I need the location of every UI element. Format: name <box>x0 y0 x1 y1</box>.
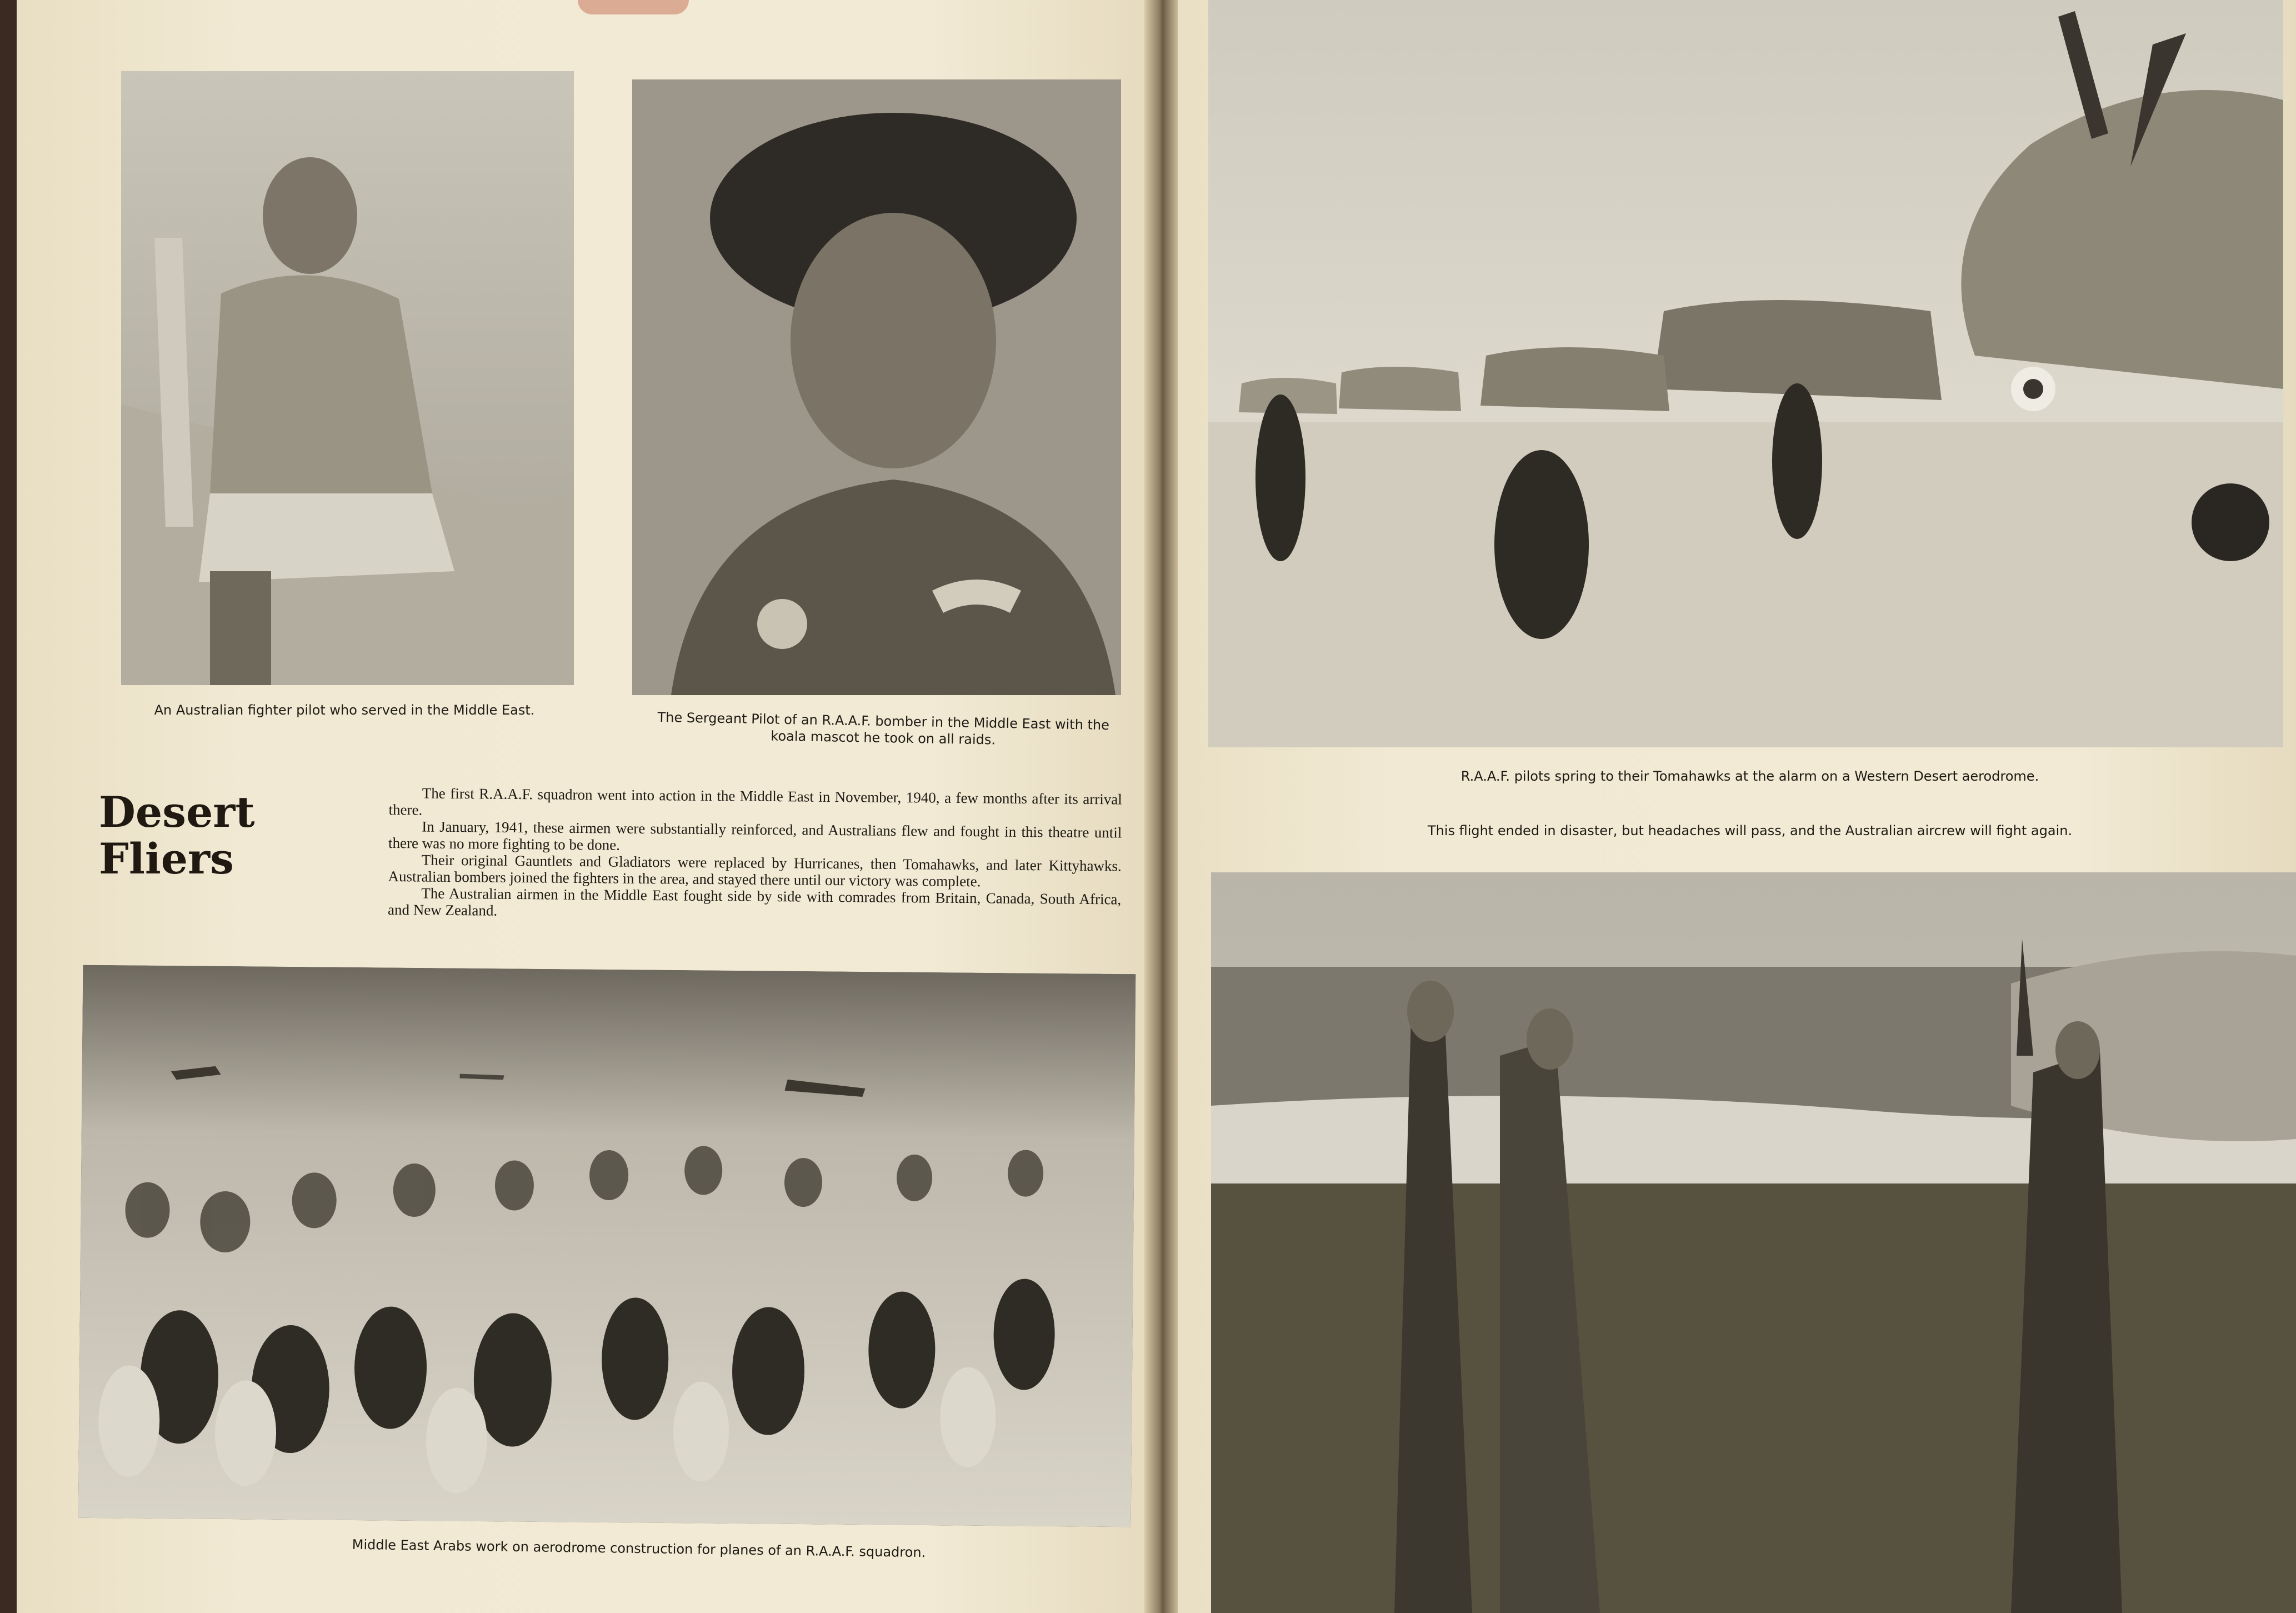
sergeant-pilot-caption: The Sergeant Pilot of an R.A.A.F. bomber in the Middle East with the koala mascot he took on all raids. <box>657 709 1110 748</box>
book-gutter <box>1144 0 1178 1613</box>
sergeant-pilot-image <box>632 79 1121 695</box>
article-title <box>99 789 299 882</box>
crashed-aircrew-caption: This flight ended in disaster, but headaches will pass, and the Australian aircrew will fight again. <box>1427 823 2073 838</box>
aerodrome-workers-caption: Middle East Arabs work on aerodrome construction for planes of an R.A.A.F. squadron. <box>352 1536 926 1561</box>
fighter-pilot-caption: An Australian fighter pilot who served in the Middle East. <box>154 702 535 718</box>
pilots-scramble-image <box>1208 0 2283 747</box>
fighter-pilot-image <box>121 71 574 685</box>
sergeant-pilot-photo <box>632 79 1121 695</box>
aerodrome-workers-image <box>78 965 1136 1527</box>
title-line-1: Desert <box>99 787 255 837</box>
pilots-scramble-caption: R.A.A.F. pilots spring to their Tomahawks at the alarm on a Western Desert aerodrome. <box>1460 768 2039 784</box>
article-body <box>388 785 1122 925</box>
article-paragraph: In January, 1941, these airmen were substantially reinforced, and Australians flew and fought in this theatre until there was no more fighting to be done. <box>388 818 1122 853</box>
crashed-aircrew-photo <box>1211 872 2296 1613</box>
article-paragraph: Their original Gauntlets and Gladiators were replaced by Hurricanes, then Tomahawks, and later Kittyhawks. Australian bombers joined the fighters in the area, and stayed there until our victory was complete. <box>388 851 1122 890</box>
article-paragraph: The Australian airmen in the Middle East fought side by side with comrades from Britain, Canada, South Africa, and New Zealand. <box>387 885 1122 919</box>
page-tab-left <box>578 0 689 14</box>
crashed-aircrew-image <box>1211 872 2296 1613</box>
fighter-pilot-photo <box>121 71 574 685</box>
article-paragraph: The first R.A.A.F. squadron went into action in the Middle East in November, 1940, a few months after its arrival there. <box>388 785 1122 818</box>
title-line-2: Fliers <box>99 834 234 883</box>
pilots-scramble-photo <box>1208 0 2283 747</box>
aerodrome-workers-photo <box>78 965 1136 1527</box>
